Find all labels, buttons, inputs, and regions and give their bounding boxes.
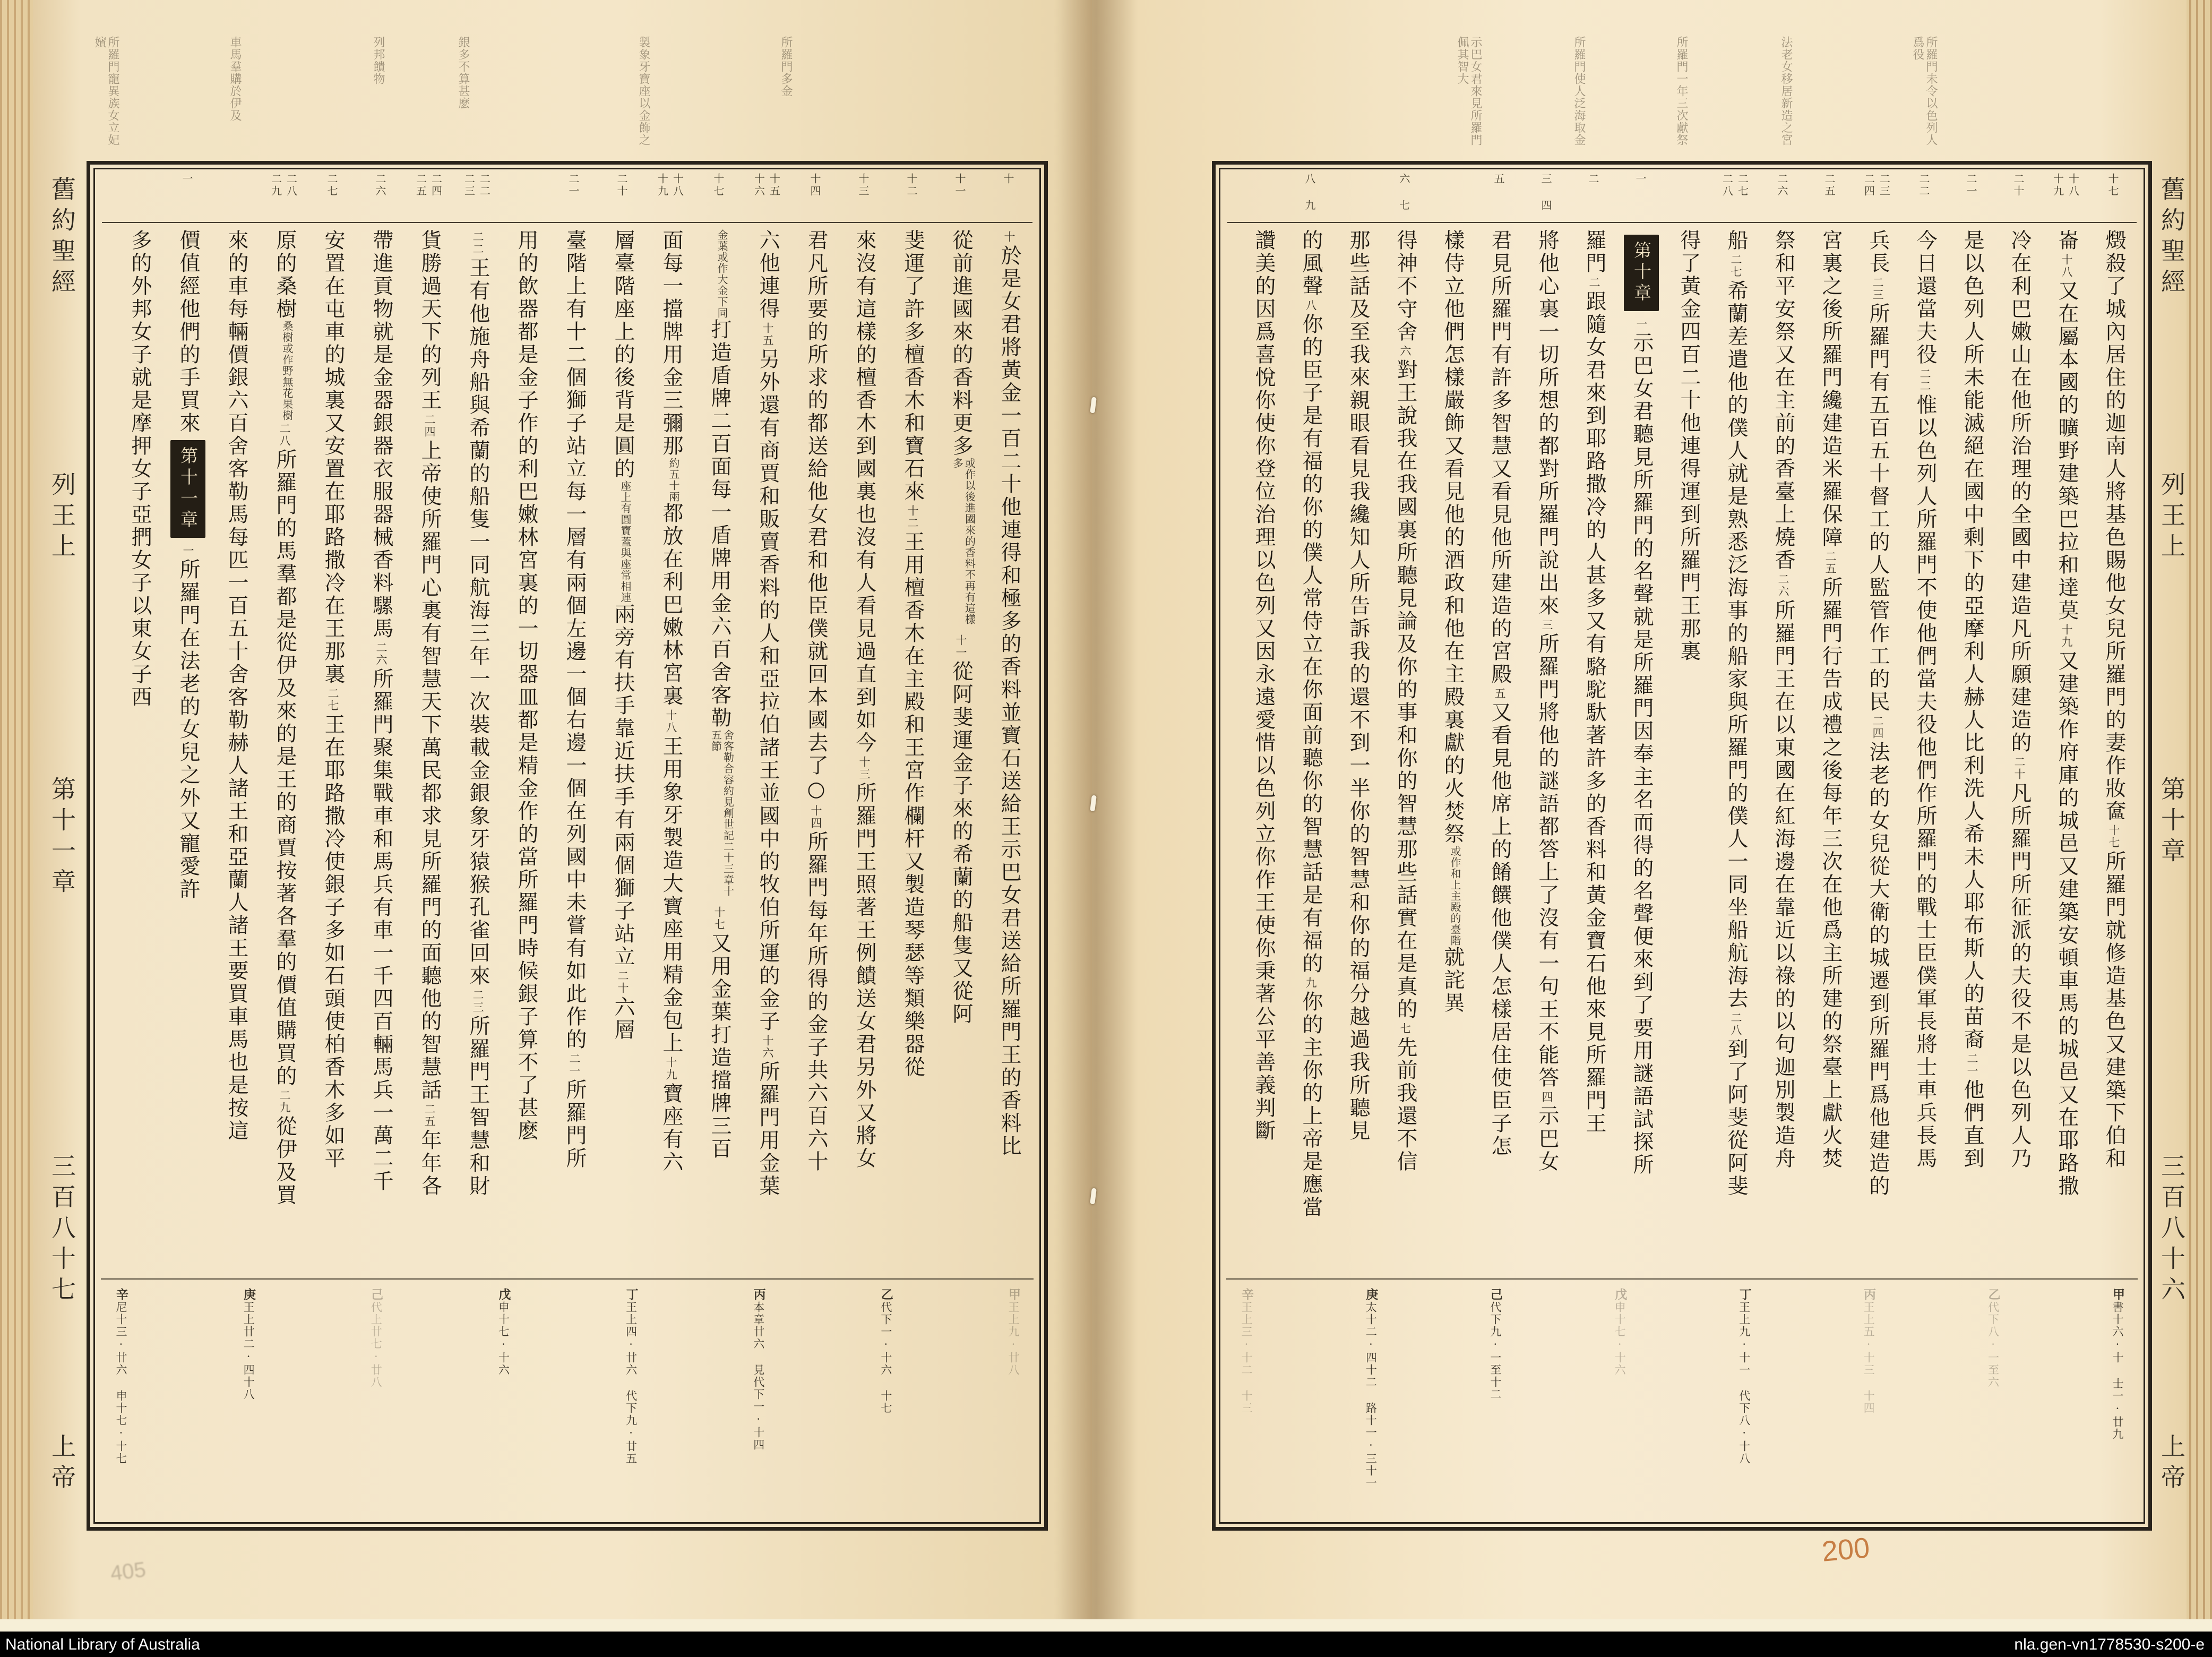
text-column bbox=[212, 229, 261, 1275]
scripture-text: 是以色列人所未能滅絕在國中剩下的亞摩利人赫人比利洗人希未人耶布斯人的苗裔 bbox=[1960, 229, 1984, 1051]
scripture-text: 兩旁有扶手靠近扶手有兩個獅子站立 bbox=[611, 603, 635, 968]
cross-references-right bbox=[1226, 1278, 2138, 1518]
page-number-left: 三百八十七 bbox=[48, 1153, 76, 1307]
reference-column: 丙王上五·十三 十四 bbox=[1862, 1288, 1877, 1414]
text-column bbox=[502, 229, 550, 1275]
column-verse-marker bbox=[1239, 173, 1286, 222]
scripture-text: 所羅門王智慧和財 bbox=[466, 1015, 490, 1198]
reference-column: 辛尼十三·廿六 申十七·十七 bbox=[114, 1288, 128, 1465]
reference-column: 己代下九·一至十二 bbox=[1488, 1288, 1503, 1401]
verse-number: 五 bbox=[1493, 688, 1506, 700]
text-column bbox=[1901, 229, 1949, 1275]
verse-number: 三 bbox=[1540, 619, 1553, 631]
scripture-text: 原的桑樹 bbox=[273, 229, 297, 321]
text-column bbox=[116, 229, 164, 1275]
column-verse-marker: 二七 二八 bbox=[1720, 173, 1749, 198]
scripture-text: 跟隨女君來到耶路撒冷的人甚多又有駱駝馱著許多的香料和黃金寶石他來見所羅門王 bbox=[1582, 290, 1606, 1135]
verse-number: 二二 bbox=[1918, 368, 1931, 392]
scripture-text: 凡所羅門所征派的夫役不是以色列人乃 bbox=[2008, 782, 2032, 1170]
scripture-text: 從前進國來的香料更多 bbox=[949, 229, 973, 458]
scripture-text: 王用檀香木在主殿和王宮作欄杆又製造琴瑟等類樂器從 bbox=[901, 531, 925, 1079]
verse-number: 二五 bbox=[423, 1103, 436, 1128]
scripture-text: 的風聲 bbox=[1299, 229, 1323, 298]
verse-number: 二十 bbox=[2013, 756, 2026, 780]
text-column bbox=[1760, 229, 1807, 1275]
text-column bbox=[1618, 229, 1665, 1275]
verse-number: 二七 bbox=[1729, 254, 1742, 278]
verse-number: 二八 bbox=[278, 423, 291, 447]
column-verse-marker: 十七 bbox=[2106, 173, 2119, 198]
column-verse-marker bbox=[501, 173, 549, 222]
text-column bbox=[1854, 229, 1901, 1275]
scripture-text: 層臺階座上的後背是圓的 bbox=[611, 229, 635, 480]
page-stack-edge-left bbox=[0, 0, 34, 1632]
reference-column: 己代上廿七·廿八 bbox=[369, 1288, 384, 1388]
scripture-text: 上帝使所羅門心裏有智慧天下萬民都求見所羅門的面聽他的智慧話 bbox=[418, 440, 442, 1102]
text-column bbox=[1524, 229, 1571, 1275]
work-title-right: 舊約聖經 bbox=[2157, 176, 2186, 299]
verse-number: 二八 bbox=[1729, 1012, 1742, 1036]
reference-column: 庚王上廿二·四十八 bbox=[242, 1288, 256, 1401]
column-verse-marker: 二六 bbox=[374, 173, 386, 198]
verse-number: 七 bbox=[1399, 1023, 1411, 1035]
chapter-label-left: 第十一章 bbox=[48, 776, 76, 899]
column-verse-marker: 一 bbox=[1634, 173, 1647, 185]
text-column bbox=[937, 229, 985, 1275]
margin-summary-note: 所羅門使人泛海取金 bbox=[1572, 36, 1586, 146]
page-number-right: 三百八十六 bbox=[2157, 1153, 2186, 1307]
verse-number: 二一 bbox=[1966, 1053, 1978, 1077]
scripture-text: 冷在利巴嫩山在他所治理的全國中建造凡所願建造的 bbox=[2008, 229, 2032, 754]
scripture-text: 所羅門王在以東國在紅海邊在靠近以祿的以句迦別製造舟 bbox=[1771, 599, 1795, 1170]
margin-summary-note: 所羅門未令以色列人爲役 bbox=[1911, 36, 1938, 146]
text-column bbox=[357, 229, 406, 1275]
margin-summary-note: 所羅門寵異族女立妃嬪 bbox=[93, 36, 119, 146]
verse-number: 十八 bbox=[2060, 254, 2073, 278]
verse-number: 十五 bbox=[761, 322, 774, 347]
scripture-text: 王用象牙製造大寶座用精金包上 bbox=[659, 735, 683, 1055]
verse-number: 二六 bbox=[375, 642, 388, 666]
scripture-text: 你的臣子是有福的你的僕人常侍立在你面前聽你的智慧話是有福的 bbox=[1299, 313, 1323, 975]
scripture-text: 將他心裏一切所想的都對所羅門說出來 bbox=[1535, 229, 1559, 617]
column-verse-marker: 十二 bbox=[905, 173, 918, 198]
text-column bbox=[1240, 229, 1287, 1275]
scripture-text: 對王說我在我國裏所聽見論及你的事和你的智慧那些話實在是真的 bbox=[1393, 359, 1417, 1021]
scripture-text: 今日還當夫役 bbox=[1913, 229, 1937, 366]
reference-column: 戊申十七·十六 bbox=[1613, 1288, 1628, 1376]
scripture-text: 就詫異 bbox=[1441, 946, 1465, 1015]
column-verse-marker: 二十 bbox=[2012, 173, 2025, 198]
chapter-label-right: 第十章 bbox=[2157, 776, 2186, 869]
scripture-text: 所羅門所 bbox=[563, 1079, 587, 1170]
scripture-text: 兵長 bbox=[1866, 229, 1890, 275]
column-verse-marker bbox=[211, 173, 260, 222]
text-column bbox=[164, 229, 212, 1275]
verse-number: 二四 bbox=[423, 414, 436, 438]
reference-column: 甲書十六·十 士一·廿九 bbox=[2110, 1288, 2125, 1440]
column-verse-marker: 二一 bbox=[1965, 173, 1977, 198]
column-verse-marker: 十八 十九 bbox=[2051, 173, 2080, 198]
text-column bbox=[2090, 229, 2138, 1275]
scripture-text: 你的主你的上帝是應當 bbox=[1299, 991, 1323, 1219]
scripture-text: 宮裏之後所羅門纔建造米羅保障 bbox=[1819, 229, 1843, 549]
scripture-text: 所羅門王照著王例饋送女君另外又將女 bbox=[853, 782, 876, 1170]
column-verse-marker: 二一 bbox=[567, 173, 580, 198]
verse-number: 六 bbox=[1399, 345, 1411, 357]
verse-number: 二六 bbox=[1777, 573, 1789, 598]
reference-column: 乙代下八·一至六 bbox=[1986, 1288, 2001, 1388]
margin-summary-note: 示巴女君來見所羅門佩其智大 bbox=[1456, 36, 1482, 146]
edition-label-right: 上帝 bbox=[2157, 1433, 2186, 1495]
interlinear-note: 約五十兩 bbox=[667, 458, 680, 502]
scripture-text: 希蘭差遣他的僕人就是熟悉泛海事的船家與所羅門的僕人一同坐船航海去 bbox=[1724, 280, 1748, 1010]
margin-summary-note: 銀多不算甚麽 bbox=[457, 36, 470, 109]
verse-number: 八 bbox=[1304, 299, 1317, 312]
scripture-text: 從阿斐運金子來的希蘭的船隻又從阿 bbox=[949, 660, 973, 1026]
scripture-text: 所羅門就修造基色又建築下伯和 bbox=[2102, 851, 2126, 1170]
scripture-text: 燬殺了城內居住的迦南人將基色賜他女兒所羅門的妻作妝奩 bbox=[2102, 229, 2126, 823]
verse-number: 一 bbox=[1635, 318, 1648, 330]
scripture-text: 於是女君將黃金一百二十他連得和極多的香料並寶石送給王示巴女君送給所羅門王的香料比 bbox=[997, 245, 1021, 1158]
scripture-text: 王有他施舟船與希蘭的船隻一同航海三年一次裝載金銀象牙猿猴孔雀回來 bbox=[466, 257, 490, 988]
text-column bbox=[647, 229, 695, 1275]
chapter-heading-box: 第十章 bbox=[1624, 235, 1659, 311]
column-verse-marker bbox=[1333, 173, 1381, 222]
verse-number: 二三 bbox=[1871, 277, 1884, 301]
digitization-footer-bar bbox=[0, 1632, 2212, 1657]
scripture-text: 斐運了許多檀香木和寶石來 bbox=[901, 229, 925, 503]
verse-number: 十六 bbox=[761, 1035, 774, 1059]
verse-number: 二一 bbox=[568, 1053, 581, 1077]
text-column bbox=[1382, 229, 1429, 1275]
reference-column: 戊申十七·十六 bbox=[496, 1288, 511, 1376]
scripture-text: 價值經他們的手買來 bbox=[176, 229, 200, 435]
scripture-text: 他們直到 bbox=[1960, 1079, 1984, 1170]
text-column bbox=[261, 229, 309, 1275]
margin-summary-note: 所羅門多金 bbox=[779, 36, 793, 97]
text-column bbox=[1571, 229, 1618, 1275]
book-title-right: 列王上 bbox=[2157, 471, 2186, 564]
scripture-text: 打造盾牌二百面每一盾牌用金六百舍客勒 bbox=[708, 319, 731, 729]
scripture-text: 到了阿斐從阿斐 bbox=[1724, 1038, 1748, 1198]
scripture-text: 來沒有這樣的檀香木到國裏也沒有人看見過直到如今 bbox=[853, 229, 876, 754]
scripture-text: 又在屬本國的曠野建築巴拉和達莫 bbox=[2055, 280, 2079, 622]
scripture-text: 帶進貢物就是金器銀器衣服器械香料騾馬 bbox=[369, 229, 393, 640]
scripture-text: 所羅門的馬羣都是從伊及來的是王的商賈按著各羣的價值購買的 bbox=[273, 449, 297, 1088]
column-verse-marker: 十七 bbox=[712, 173, 725, 198]
text-column bbox=[792, 229, 840, 1275]
handwritten-page-number: 200 bbox=[1820, 1532, 1871, 1568]
verse-number: 一 bbox=[182, 545, 194, 557]
scripture-text: 所羅門將他的謎語都答上了沒有一句王不能答 bbox=[1535, 633, 1559, 1089]
scripture-text: 所羅門用金葉 bbox=[756, 1061, 780, 1198]
verse-number: 十七 bbox=[2107, 825, 2120, 849]
verse-number: 十八 bbox=[665, 709, 677, 734]
scripture-text: 所羅門在法老的女兒之外又寵愛許 bbox=[176, 559, 200, 901]
interlinear-note: 桑樹或作野無花果樹 bbox=[281, 321, 294, 421]
column-verse-marker: 六 七 bbox=[1398, 173, 1410, 212]
scripture-text: 貨勝過天下的列王 bbox=[418, 229, 442, 412]
reference-column: 辛王上三·十二 十三 bbox=[1240, 1288, 1254, 1414]
interlinear-note: 或作以後進國來的香料不再有這樣多 bbox=[951, 458, 976, 625]
verse-number: 十二 bbox=[906, 505, 919, 529]
scripture-text: 來的車每輛價銀六百舍客勒馬每匹一百五十舍客勒赫人諸王和亞蘭人諸王要買車馬也是按這 bbox=[225, 229, 248, 1143]
column-verse-marker bbox=[115, 173, 163, 222]
scripture-text: 又看見他席上的餚饌他僕人怎樣居住使臣子怎 bbox=[1488, 701, 1512, 1158]
binding-gutter bbox=[1054, 0, 1139, 1632]
column-verse-marker: 十三 bbox=[857, 173, 870, 198]
text-column bbox=[985, 229, 1034, 1275]
scripture-text: 又用金葉打造擋牌三百 bbox=[708, 932, 731, 1161]
column-verse-marker: 二七 bbox=[325, 173, 338, 198]
column-verse-marker: 二二 二三 bbox=[462, 173, 491, 198]
verse-number: 十三 bbox=[858, 756, 871, 780]
text-column bbox=[889, 229, 937, 1275]
verse-number: 九 bbox=[1304, 977, 1317, 989]
text-column bbox=[599, 229, 647, 1275]
scripture-text: 所羅門行告成禮之後每年三次在他爲主所建的祭臺上獻火焚 bbox=[1819, 577, 1843, 1170]
column-verse-marker: 八 九 bbox=[1303, 173, 1316, 212]
text-column bbox=[1476, 229, 1524, 1275]
image-identifier-label: nla.gen-vn1778530-s200-e bbox=[2014, 1636, 2205, 1653]
text-column bbox=[1996, 229, 2043, 1275]
scripture-text: 祭和平安祭又在主前的香臺上燒香 bbox=[1771, 229, 1795, 572]
scripture-text: 君凡所要的所求的都送給他女君和他臣僕就回本國去了○ bbox=[804, 229, 828, 803]
pencil-annotation: 405 bbox=[109, 1558, 148, 1585]
reference-column: 庚太十二·四十二 路十一·三十一 bbox=[1364, 1288, 1379, 1489]
scripture-text: 用的飲器都是金子作的利巴嫩林宮裏的一切器皿都是精金作的當所羅門時候銀子算不了甚麽 bbox=[514, 229, 538, 1143]
verse-number: 十九 bbox=[2060, 624, 2073, 648]
text-column bbox=[406, 229, 454, 1275]
scripture-text: 六他連得 bbox=[756, 229, 780, 321]
scripture-text: 另外還有商賈和販賣香料的人和亞拉伯諸王並國中的牧伯所運的金子 bbox=[756, 348, 780, 1033]
column-verse-marker: 五 bbox=[1492, 173, 1505, 185]
scripture-text: 臺階上有十二個獅子站立每一層有兩個左邊一個右邊一個在列國中未嘗有如此作的 bbox=[563, 229, 587, 1051]
library-name-label: National Library of Australia bbox=[5, 1636, 200, 1653]
book-title-left: 列王上 bbox=[48, 471, 76, 564]
verse-number-ruler bbox=[1227, 173, 2137, 223]
interlinear-note: 舍客勒合容約見創世記二十三章十五節 bbox=[709, 729, 735, 897]
column-verse-marker: 十 bbox=[1002, 173, 1014, 185]
reference-column: 乙代下一·十六 十七 bbox=[879, 1288, 893, 1414]
scripture-text: 那些話及至我來親眼看見我纔知人所告訴我的還不到一半你的智慧和你的福分越過我所聽見 bbox=[1346, 229, 1370, 1143]
work-title-left: 舊約聖經 bbox=[48, 176, 76, 299]
verse-number: 二 bbox=[1588, 277, 1600, 289]
scripture-text: 六層 bbox=[611, 996, 635, 1042]
margin-summary-note: 製象牙寶座以金飾之 bbox=[637, 36, 650, 146]
column-verse-marker: 二五 bbox=[1823, 173, 1836, 198]
scripture-text: 所羅門聚集戰車和馬兵有車一千四百輛馬兵一萬二千 bbox=[369, 668, 393, 1193]
reference-column: 甲王上九·廿八 bbox=[1006, 1288, 1021, 1376]
verse-number-ruler bbox=[102, 173, 1032, 223]
verse-number: 十一 bbox=[954, 634, 967, 659]
interlinear-note: 座上有圓寶蓋與座常相連 bbox=[619, 480, 632, 603]
scripture-text: 都放在利巴嫩林宮裏 bbox=[659, 502, 683, 708]
scripture-text: 得了黃金四百二十他連得運到所羅門王那裏 bbox=[1677, 229, 1701, 663]
text-column bbox=[1335, 229, 1382, 1275]
margin-summary-note: 車馬羣購於伊及 bbox=[228, 36, 242, 122]
scripture-text: 年年各 bbox=[418, 1129, 442, 1198]
column-verse-marker: 二二 bbox=[1917, 173, 1930, 198]
text-column bbox=[2043, 229, 2090, 1275]
verse-number: 二三 bbox=[471, 989, 484, 1014]
margin-summary-note: 法老女移居新造之宮 bbox=[1779, 36, 1793, 146]
text-column bbox=[1807, 229, 1854, 1275]
text-frame-left bbox=[87, 161, 1048, 1531]
text-column bbox=[454, 229, 502, 1275]
margin-summary-note: 列邦饋物 bbox=[372, 36, 385, 85]
reference-column: 丁王上九·十一 代下八·十八 bbox=[1737, 1288, 1752, 1465]
text-column bbox=[1665, 229, 1712, 1275]
scripture-text: 面每一擋牌用金三彌那 bbox=[659, 229, 683, 458]
column-verse-marker: 二 bbox=[1587, 173, 1599, 185]
column-verse-marker: 十四 bbox=[808, 173, 821, 198]
scripture-text: 先前我還不信 bbox=[1393, 1036, 1417, 1173]
text-column bbox=[1712, 229, 1760, 1275]
scripture-text: 得神不守舍 bbox=[1393, 229, 1417, 344]
scripture-text: 示巴女君聽見所羅門的名聲就是所羅門因奉主名而得的名聲便來到了要用謎語試探所 bbox=[1630, 332, 1654, 1177]
column-verse-marker: 二十 bbox=[615, 173, 628, 198]
verse-number: 二七 bbox=[326, 688, 339, 712]
text-column bbox=[840, 229, 889, 1275]
column-verse-marker bbox=[1664, 173, 1711, 222]
scripture-text: 君見所羅門有許多智慧又看見他所建造的宮殿 bbox=[1488, 229, 1512, 686]
scripture-text: 從伊及買 bbox=[273, 1115, 297, 1207]
column-verse-marker: 二三 二四 bbox=[1862, 173, 1891, 198]
scripture-text: 讚美的因爲喜悅你使你登位治理以色列又因永遠愛惜以色列立你作王使你秉著公平善義判斷 bbox=[1252, 229, 1276, 1143]
scripture-text: 寶座有六 bbox=[659, 1083, 683, 1174]
text-column bbox=[550, 229, 599, 1275]
reference-column: 丙本章廿六 見代下一·十四 bbox=[751, 1288, 766, 1451]
text-column bbox=[1949, 229, 1996, 1275]
cross-references-left bbox=[101, 1278, 1034, 1518]
scripture-text: 法老的女兒從大衛的城遷到所羅門爲他建造的 bbox=[1866, 741, 1890, 1198]
scripture-text: 崙 bbox=[2055, 229, 2079, 252]
column-verse-marker: 二八 二九 bbox=[269, 173, 298, 198]
text-column bbox=[695, 229, 744, 1275]
scripture-text: 羅門 bbox=[1582, 229, 1606, 275]
column-verse-marker: 二四 二五 bbox=[414, 173, 443, 198]
page-bottom-edge bbox=[0, 1619, 2212, 1632]
scripture-text: 所羅門有五百五十督工的人監管作工的民 bbox=[1866, 303, 1890, 714]
column-verse-marker: 三 四 bbox=[1539, 173, 1552, 212]
verse-number: 十九 bbox=[665, 1057, 677, 1081]
scripture-text: 船 bbox=[1724, 229, 1748, 252]
verse-number: 二四 bbox=[1871, 715, 1884, 740]
column-verse-marker bbox=[1428, 173, 1475, 222]
edition-label-left: 上帝 bbox=[48, 1433, 76, 1495]
interlinear-note: 或作和上主殿的臺階 bbox=[1449, 846, 1461, 946]
scripture-text: 多的外邦女子就是摩押女子亞捫女子以東女子西 bbox=[128, 229, 152, 709]
scripture-text: 安置在屯車的城裏又安置在耶路撒冷在王那裏 bbox=[321, 229, 345, 686]
verse-number: 十七 bbox=[713, 906, 726, 931]
interlinear-note: 金葉或作大金下同 bbox=[716, 229, 728, 319]
verse-number: 二二 bbox=[471, 231, 484, 255]
column-verse-marker: 十一 bbox=[953, 173, 966, 198]
column-verse-marker: 二六 bbox=[1776, 173, 1788, 198]
verse-number: 二九 bbox=[278, 1089, 291, 1114]
text-column bbox=[1429, 229, 1476, 1275]
scripture-text: 王在耶路撒冷使銀子多如石頭使柏香木多如平 bbox=[321, 714, 345, 1170]
body-text-right bbox=[1226, 229, 2138, 1275]
scripture-text: 樣侍立他們怎樣嚴飾又看見他的酒政和他在主殿裏獻的火焚祭 bbox=[1441, 229, 1465, 846]
margin-summary-note: 所羅門一年三次獻祭 bbox=[1675, 36, 1688, 146]
column-verse-marker: 十五 十六 bbox=[752, 173, 781, 198]
text-column bbox=[1287, 229, 1335, 1275]
text-column bbox=[744, 229, 792, 1275]
verse-number: 十 bbox=[1003, 231, 1015, 243]
chapter-heading-box: 第十一章 bbox=[170, 440, 205, 538]
column-verse-marker: 十八 十九 bbox=[656, 173, 684, 198]
scripture-text: 又建築作府庫的城邑又建築安頓車馬的城邑又在耶路撒 bbox=[2055, 650, 2079, 1198]
body-text-left bbox=[101, 229, 1034, 1275]
reference-column: 丁王上四·廿六 代下九·廿五 bbox=[624, 1288, 639, 1465]
scripture-text: 所羅門每年所得的金子共六百六十 bbox=[804, 831, 828, 1173]
verse-number: 十四 bbox=[810, 805, 822, 829]
verse-number: 二十 bbox=[616, 970, 629, 994]
scripture-text: 示巴女 bbox=[1535, 1105, 1559, 1173]
text-column bbox=[309, 229, 357, 1275]
verse-number: 二五 bbox=[1824, 551, 1837, 575]
column-verse-marker: 一 bbox=[180, 173, 193, 185]
verse-number: 四 bbox=[1540, 1091, 1553, 1103]
text-frame-right bbox=[1212, 161, 2152, 1531]
scripture-text: 惟以色列人所羅門不使他們當夫役他們作所羅門的戰士臣僕軍長將士車兵長馬 bbox=[1913, 394, 1937, 1170]
